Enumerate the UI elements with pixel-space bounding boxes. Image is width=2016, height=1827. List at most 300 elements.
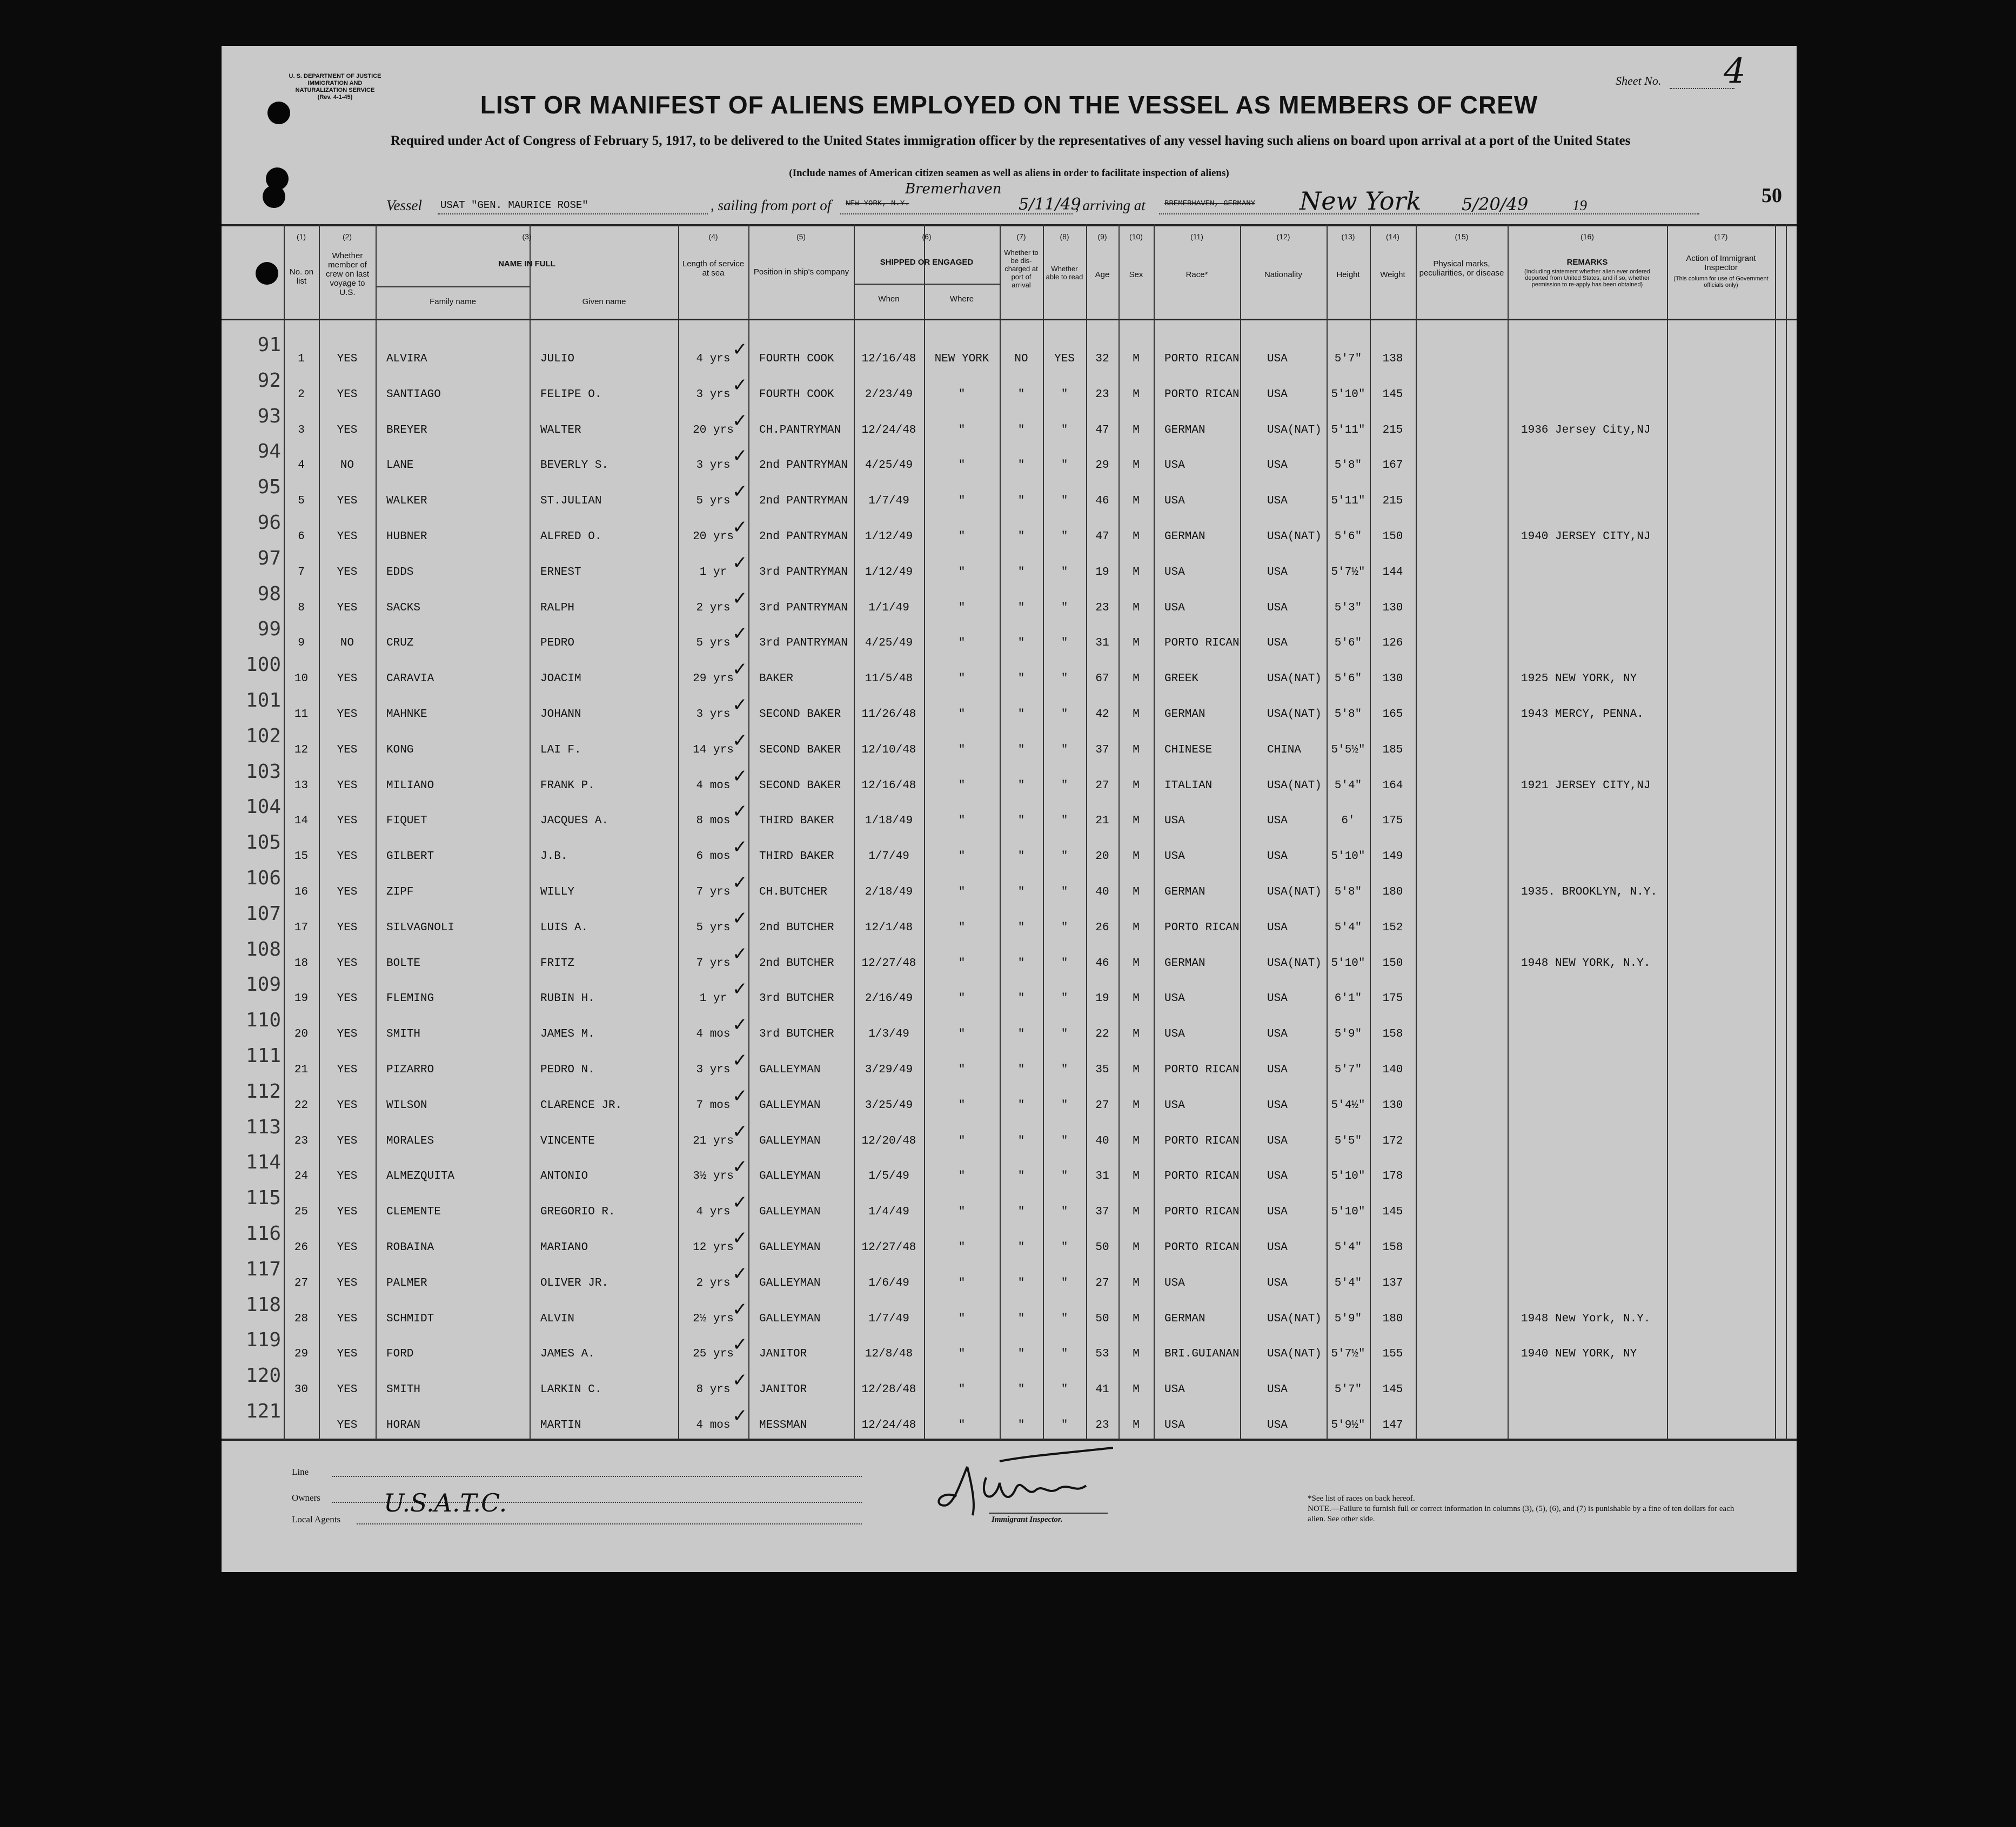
cell-given: JAMES M.: [540, 1028, 595, 1041]
cell-where: ": [958, 921, 966, 934]
cell-service: 5 yrs: [696, 921, 731, 934]
cell-weight: 178: [1382, 1170, 1403, 1183]
cell-given: GREGORIO R.: [540, 1206, 615, 1219]
cell-race: USA: [1164, 1099, 1185, 1112]
cell-nationality: USA: [1267, 388, 1288, 401]
cell-family: MAHNKE: [386, 708, 427, 721]
check-mark-icon: ✓: [732, 516, 748, 538]
cell-read: ": [1061, 1241, 1068, 1254]
column-rule: [748, 224, 749, 1440]
cell-position: FOURTH COOK: [759, 388, 834, 401]
cell-height: 5'8": [1334, 459, 1362, 472]
cell-member: YES: [337, 708, 358, 721]
agents-label: Local Agents: [292, 1514, 341, 1524]
check-mark-icon: ✓: [732, 978, 748, 1000]
cell-discharged: ": [1017, 530, 1025, 543]
cell-race: USA: [1164, 566, 1185, 579]
cell-member: YES: [337, 1312, 358, 1325]
cell-sex: M: [1133, 1134, 1140, 1147]
cell-discharged: ": [1017, 957, 1025, 970]
cell-position: 3rd PANTRYMAN: [759, 637, 848, 650]
cell-race: GERMAN: [1164, 708, 1205, 721]
cell-given: PEDRO N.: [540, 1064, 595, 1076]
cell-age: 26: [1095, 921, 1109, 934]
cell-read: ": [1061, 1064, 1068, 1076]
col-number: (15): [1455, 232, 1469, 241]
agency-line: (Rev. 4-1-45): [317, 94, 353, 100]
cell-family: WALKER: [386, 495, 427, 508]
cell-discharged: ": [1017, 637, 1025, 650]
col-header-remarks-note: (Including statement whether alien ever ordered deported from United States, and if so, whether permission to re-apply has been obtained): [1524, 268, 1650, 288]
margin-line-number: 99: [257, 618, 281, 641]
line-rule: [332, 1476, 862, 1477]
cell-position: 2nd BUTCHER: [759, 957, 834, 970]
cell-weight: 165: [1382, 708, 1403, 721]
cell-given: MARIANO: [540, 1241, 588, 1254]
cell-where: ": [958, 1419, 966, 1432]
cell-nationality: USA: [1267, 1241, 1288, 1254]
cell-no: 3: [298, 424, 305, 436]
cell-where: ": [958, 886, 966, 898]
cell-when: 12/24/48: [861, 1419, 916, 1432]
check-mark-icon: ✓: [732, 1014, 748, 1036]
cell-age: 42: [1095, 708, 1109, 721]
cell-no: 30: [294, 1383, 309, 1396]
cell-where: NEW YORK: [934, 353, 989, 365]
cell-position: GALLEYMAN: [759, 1206, 821, 1219]
column-rule: [1043, 224, 1044, 1440]
cell-given: BEVERLY S.: [540, 459, 609, 472]
cell-nationality: USA: [1267, 992, 1288, 1005]
cell-position: SECOND BAKER: [759, 779, 841, 792]
cell-service: 20 yrs: [693, 424, 734, 436]
col-header-read: Whether able to read: [1046, 265, 1083, 281]
cell-sex: M: [1133, 1206, 1140, 1219]
cell-nationality: USA(NAT): [1267, 708, 1322, 721]
margin-line-number: 115: [245, 1187, 281, 1210]
cell-race: GERMAN: [1164, 886, 1205, 898]
cell-race: USA: [1164, 1028, 1185, 1041]
cell-position: CH.BUTCHER: [759, 886, 828, 898]
margin-line-number: 100: [245, 654, 281, 676]
cell-height: 5'8": [1334, 886, 1362, 898]
arrival-date: 5/20/49: [1462, 194, 1529, 214]
cell-member: YES: [337, 1277, 358, 1289]
cell-given: VINCENTE: [540, 1134, 595, 1147]
cell-given: WALTER: [540, 424, 581, 436]
cell-given: CLARENCE JR.: [540, 1099, 622, 1112]
cell-member: YES: [337, 921, 358, 934]
cell-weight: 158: [1382, 1241, 1403, 1254]
cell-where: ": [958, 1348, 966, 1361]
cell-where: ": [958, 459, 966, 472]
cell-service: 5 yrs: [696, 495, 731, 508]
cell-height: 5'5½": [1331, 743, 1365, 756]
cell-member: NO: [340, 459, 354, 472]
cell-read: ": [1061, 601, 1068, 614]
column-rule: [284, 224, 285, 1440]
cell-discharged: NO: [1014, 353, 1028, 365]
cell-weight: 150: [1382, 957, 1403, 970]
arriving-rule: [1159, 213, 1699, 214]
cell-when: 1/5/49: [868, 1170, 909, 1183]
margin-line-number: 105: [245, 831, 281, 854]
cell-sex: M: [1133, 957, 1140, 970]
cell-remarks: 1936 Jersey City,NJ: [1521, 424, 1651, 436]
header-bottom-rule: [222, 319, 1797, 320]
footnote-note: NOTE.—Failure to furnish full or correct information in columns (3), (5), (6), and (7) is punishable by a fine of ten dollars for each alien. See other side.: [1308, 1504, 1734, 1523]
cell-race: USA: [1164, 459, 1185, 472]
cell-height: 5'4": [1334, 779, 1362, 792]
check-mark-icon: ✓: [732, 1298, 748, 1320]
column-rule: [1508, 224, 1509, 1440]
sailing-port-handwritten: Bremerhaven: [905, 181, 1002, 197]
cell-race: ITALIAN: [1164, 779, 1213, 792]
cell-weight: 149: [1382, 850, 1403, 863]
cell-height: 5'4": [1334, 921, 1362, 934]
check-mark-icon: ✓: [732, 445, 748, 467]
col-header-action-note: (This column for use of Government officials only): [1673, 276, 1769, 288]
cell-discharged: ": [1017, 601, 1025, 614]
margin-line-number: 101: [245, 689, 281, 711]
cell-family: SMITH: [386, 1028, 421, 1041]
cell-discharged: ": [1017, 1348, 1025, 1361]
cell-position: JANITOR: [759, 1383, 807, 1396]
cell-weight: 130: [1382, 673, 1403, 686]
cell-when: 12/10/48: [861, 743, 916, 756]
cell-where: ": [958, 1312, 966, 1325]
col-header-discharged: Whether to be dis-charged at port of arrival: [1004, 248, 1039, 289]
cell-age: 31: [1095, 637, 1109, 650]
cell-service: 3 yrs: [696, 459, 731, 472]
cell-position: BAKER: [759, 673, 794, 686]
cell-discharged: ": [1017, 886, 1025, 898]
check-mark-icon: ✓: [732, 1192, 748, 1214]
cell-age: 47: [1095, 424, 1109, 436]
cell-position: 2nd PANTRYMAN: [759, 459, 848, 472]
cell-when: 12/27/48: [861, 1241, 916, 1254]
cell-family: SILVAGNOLI: [386, 921, 455, 934]
sheet-number: 4: [1724, 51, 1746, 91]
cell-nationality: USA: [1267, 459, 1288, 472]
cell-weight: 130: [1382, 1099, 1403, 1112]
cell-position: MESSMAN: [759, 1419, 807, 1432]
cell-weight: 215: [1382, 495, 1403, 508]
page-subnote: (Include names of American citizen seamen as well as aliens in order to facilitate inspection of aliens): [789, 167, 1229, 179]
cell-read: ": [1061, 1348, 1068, 1361]
cell-discharged: ": [1017, 1099, 1025, 1112]
cell-service: 4 mos: [696, 1419, 731, 1432]
cell-weight: 172: [1382, 1134, 1403, 1147]
cell-member: NO: [340, 637, 354, 650]
col-number: (13): [1341, 232, 1355, 241]
margin-line-number: 96: [257, 512, 281, 534]
cell-race: USA: [1164, 1277, 1185, 1289]
cell-service: 4 yrs: [696, 1206, 731, 1219]
cell-read: ": [1061, 815, 1068, 828]
cell-no: 28: [294, 1312, 309, 1325]
col-header-when: When: [878, 294, 900, 304]
cell-no: 22: [294, 1099, 309, 1112]
vessel-label: Vessel: [386, 197, 422, 213]
shipped-subheader-rule: [854, 284, 1000, 285]
cell-height: 6'1": [1334, 992, 1362, 1005]
cell-height: 5'3": [1334, 601, 1362, 614]
cell-where: ": [958, 1170, 966, 1183]
cell-when: 11/26/48: [861, 708, 916, 721]
col-number: (3): [522, 232, 532, 241]
cell-no: 13: [294, 779, 309, 792]
cell-family: CRUZ: [386, 637, 414, 650]
cell-nationality: USA(NAT): [1267, 1348, 1322, 1361]
cell-age: 20: [1095, 850, 1109, 863]
cell-sex: M: [1133, 601, 1140, 614]
cell-nationality: USA(NAT): [1267, 530, 1322, 543]
cell-given: LUIS A.: [540, 921, 588, 934]
cell-family: SACKS: [386, 601, 421, 614]
cell-when: 12/16/48: [861, 779, 916, 792]
cell-discharged: ": [1017, 673, 1025, 686]
cell-nationality: USA(NAT): [1267, 957, 1322, 970]
cell-discharged: ": [1017, 1383, 1025, 1396]
col-number: (8): [1060, 232, 1069, 241]
cell-discharged: ": [1017, 1277, 1025, 1289]
cell-sex: M: [1133, 815, 1140, 828]
col-header-no: No. on list: [289, 267, 314, 286]
cell-weight: 145: [1382, 1383, 1403, 1396]
cell-sex: M: [1133, 424, 1140, 436]
cell-weight: 138: [1382, 353, 1403, 365]
cell-where: ": [958, 815, 966, 828]
col-header-where: Where: [949, 294, 974, 304]
cell-when: 12/16/48: [861, 353, 916, 365]
page-subtitle: Required under Act of Congress of February 5, 1917, to be delivered to the United States immigration officer by the representatives of any vessel having such aliens on board upon arrival at a port of the United States: [390, 133, 1631, 148]
cell-weight: 140: [1382, 1064, 1403, 1076]
cell-family: MORALES: [386, 1134, 434, 1147]
check-mark-icon: ✓: [732, 765, 748, 787]
cell-position: GALLEYMAN: [759, 1064, 821, 1076]
inspector-signature: [935, 1445, 1113, 1526]
cell-nationality: USA(NAT): [1267, 779, 1322, 792]
cell-when: 11/5/48: [865, 673, 913, 686]
cell-no: 6: [298, 530, 305, 543]
cell-where: ": [958, 992, 966, 1005]
cell-height: 5'9": [1334, 1312, 1362, 1325]
cell-age: 19: [1095, 566, 1109, 579]
cell-family: ROBAINA: [386, 1241, 434, 1254]
cell-discharged: ": [1017, 1206, 1025, 1219]
vessel-line: [386, 181, 1683, 219]
cell-position: GALLEYMAN: [759, 1099, 821, 1112]
cell-race: PORTO RICAN: [1164, 1064, 1240, 1076]
cell-when: 3/29/49: [865, 1064, 913, 1076]
cell-when: 1/12/49: [865, 530, 913, 543]
cell-service: 3 yrs: [696, 388, 731, 401]
cell-position: GALLEYMAN: [759, 1134, 821, 1147]
cell-read: ": [1061, 886, 1068, 898]
column-rule: [1667, 224, 1668, 1440]
cell-read: ": [1061, 388, 1068, 401]
cell-when: 12/27/48: [861, 957, 916, 970]
cell-race: USA: [1164, 992, 1185, 1005]
cell-family: SANTIAGO: [386, 388, 441, 401]
cell-where: ": [958, 743, 966, 756]
cell-given: ST.JULIAN: [540, 495, 602, 508]
cell-read: ": [1061, 673, 1068, 686]
cell-service: 1 yr: [699, 566, 727, 579]
cell-given: ERNEST: [540, 566, 581, 579]
cell-read: ": [1061, 424, 1068, 436]
cell-weight: 180: [1382, 1312, 1403, 1325]
cell-race: USA: [1164, 495, 1185, 508]
cell-height: 5'6": [1334, 637, 1362, 650]
cell-family: WILSON: [386, 1099, 427, 1112]
col-number: (14): [1386, 232, 1399, 241]
column-rule: [530, 224, 531, 1440]
col-number: (6): [922, 232, 932, 241]
cell-age: 23: [1095, 1419, 1109, 1432]
cell-race: GERMAN: [1164, 957, 1205, 970]
cell-member: YES: [337, 992, 358, 1005]
check-mark-icon: ✓: [732, 729, 748, 751]
page-title: LIST OR MANIFEST OF ALIENS EMPLOYED ON THE VESSEL AS MEMBERS OF CREW: [480, 91, 1538, 119]
margin-line-number: 97: [257, 547, 281, 569]
cell-age: 37: [1095, 743, 1109, 756]
cell-nationality: USA: [1267, 815, 1288, 828]
cell-race: USA: [1164, 815, 1185, 828]
cell-position: THIRD BAKER: [759, 815, 834, 828]
cell-service: 21 yrs: [693, 1134, 734, 1147]
cell-member: YES: [337, 957, 358, 970]
cell-weight: 175: [1382, 815, 1403, 828]
cell-service: 2½ yrs: [693, 1312, 734, 1325]
punch-hole: [256, 262, 278, 285]
cell-discharged: ": [1017, 850, 1025, 863]
check-mark-icon: ✓: [732, 659, 748, 681]
cell-age: 31: [1095, 1170, 1109, 1183]
cell-given: JOACIM: [540, 673, 581, 686]
check-mark-icon: ✓: [732, 943, 748, 965]
cell-age: 21: [1095, 815, 1109, 828]
cell-position: GALLEYMAN: [759, 1312, 821, 1325]
cell-service: 7 mos: [696, 1099, 731, 1112]
cell-family: HORAN: [386, 1419, 421, 1432]
cell-member: YES: [337, 1028, 358, 1041]
column-rule: [924, 224, 925, 1440]
cell-sex: M: [1133, 708, 1140, 721]
cell-weight: 147: [1382, 1419, 1403, 1432]
column-rule: [319, 224, 320, 1440]
margin-line-number: 121: [245, 1400, 281, 1422]
cell-weight: 164: [1382, 779, 1403, 792]
check-mark-icon: ✓: [732, 1405, 748, 1427]
cell-member: YES: [337, 779, 358, 792]
cell-position: 2nd PANTRYMAN: [759, 530, 848, 543]
column-rule: [1416, 224, 1417, 1440]
check-mark-icon: ✓: [732, 1227, 748, 1249]
cell-race: PORTO RICAN: [1164, 1134, 1240, 1147]
cell-given: RUBIN H.: [540, 992, 595, 1005]
cell-given: ANTONIO: [540, 1170, 588, 1183]
cell-where: ": [958, 1206, 966, 1219]
cell-sex: M: [1133, 1064, 1140, 1076]
cell-height: 5'6": [1334, 673, 1362, 686]
column-rule: [1370, 224, 1371, 1440]
check-mark-icon: ✓: [732, 1085, 748, 1107]
cell-weight: 145: [1382, 1206, 1403, 1219]
cell-family: HUBNER: [386, 530, 427, 543]
cell-read: ": [1061, 957, 1068, 970]
cell-discharged: ": [1017, 1419, 1025, 1432]
cell-service: 29 yrs: [693, 673, 734, 686]
cell-member: YES: [337, 1170, 358, 1183]
cell-given: JAMES A.: [540, 1348, 595, 1361]
cell-age: 40: [1095, 1134, 1109, 1147]
agency-line: U. S. DEPARTMENT OF JUSTICE: [289, 73, 381, 79]
cell-age: 27: [1095, 779, 1109, 792]
cell-no: 9: [298, 637, 305, 650]
cell-service: 5 yrs: [696, 637, 731, 650]
cell-discharged: ": [1017, 459, 1025, 472]
cell-position: 2nd BUTCHER: [759, 921, 834, 934]
cell-nationality: USA: [1267, 1134, 1288, 1147]
sailing-rule: [840, 213, 1073, 214]
cell-discharged: ": [1017, 815, 1025, 828]
col-number: (4): [708, 232, 718, 241]
check-mark-icon: ✓: [732, 872, 748, 894]
cell-discharged: ": [1017, 1134, 1025, 1147]
cell-nationality: USA(NAT): [1267, 886, 1322, 898]
cell-age: 27: [1095, 1277, 1109, 1289]
cell-family: FIQUET: [386, 815, 427, 828]
cell-no: 4: [298, 459, 305, 472]
cell-nationality: USA(NAT): [1267, 673, 1322, 686]
cell-race: GREEK: [1164, 673, 1199, 686]
cell-sex: M: [1133, 1277, 1140, 1289]
cell-service: 4 mos: [696, 779, 731, 792]
cell-when: 12/8/48: [865, 1348, 913, 1361]
cell-race: PORTO RICAN: [1164, 353, 1240, 365]
cell-no: 15: [294, 850, 309, 863]
cell-when: 2/23/49: [865, 388, 913, 401]
page-number: 50: [1762, 184, 1782, 207]
margin-line-number: 95: [257, 476, 281, 499]
cell-sex: M: [1133, 1170, 1140, 1183]
sheet-label: Sheet No.: [1616, 74, 1662, 88]
cell-age: 29: [1095, 459, 1109, 472]
year-label: 19: [1572, 197, 1587, 213]
cell-no: 24: [294, 1170, 309, 1183]
col-header-member: Whether member of crew on last voyage to U.S.: [325, 251, 370, 297]
cell-no: 17: [294, 921, 309, 934]
cell-remarks: 1921 JERSEY CITY,NJ: [1521, 779, 1651, 792]
inspector-label: Immigrant Inspector.: [992, 1515, 1063, 1524]
cell-sex: M: [1133, 1028, 1140, 1041]
cell-when: 1/4/49: [868, 1206, 909, 1219]
cell-weight: 167: [1382, 459, 1403, 472]
cell-member: YES: [337, 1206, 358, 1219]
cell-family: EDDS: [386, 566, 414, 579]
cell-discharged: ": [1017, 566, 1025, 579]
cell-position: SECOND BAKER: [759, 708, 841, 721]
cell-position: GALLEYMAN: [759, 1170, 821, 1183]
cell-when: 1/7/49: [868, 1312, 909, 1325]
check-mark-icon: ✓: [732, 694, 748, 716]
cell-nationality: USA: [1267, 1419, 1288, 1432]
cell-height: 5'10": [1331, 388, 1365, 401]
cell-service: 8 yrs: [696, 1383, 731, 1396]
cell-service: 20 yrs: [693, 530, 734, 543]
